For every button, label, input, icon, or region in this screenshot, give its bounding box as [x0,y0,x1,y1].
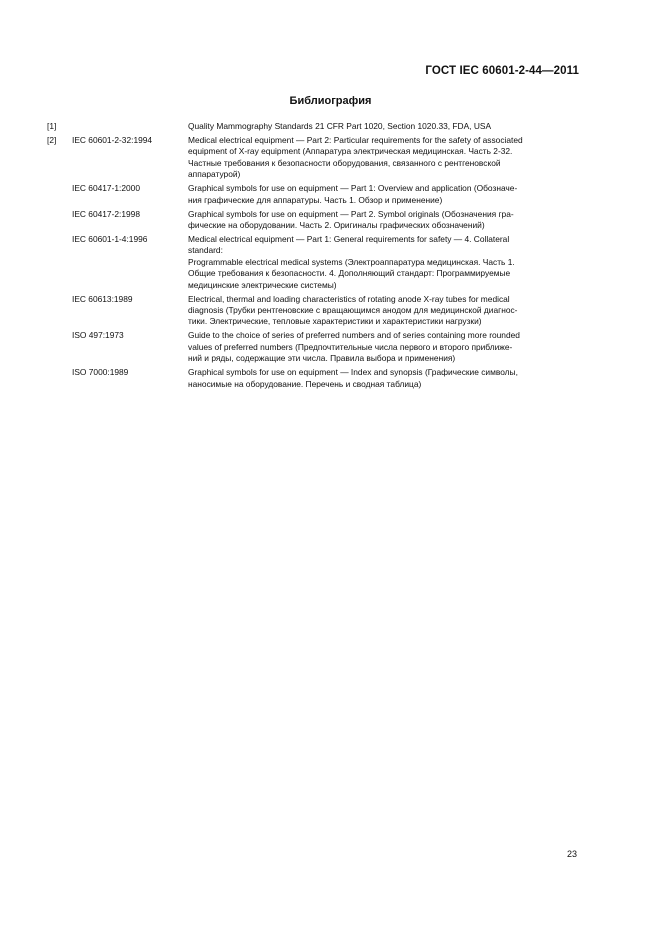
description-line: медицинские электрические системы) [188,279,337,290]
description-line: Medical electrical equipment — Part 1: General requirements for safety — 4. Collateral [188,234,510,245]
description-line: Medical electrical equipment — Part 2: Particular requirements for the safety of associated [188,135,523,145]
description-line: ний и ряды, содержащие эти числа. Правила выбора и применения) [188,353,456,364]
page-title: Библиография [289,95,372,107]
entry-description [188,209,585,232]
entry-description [188,330,585,364]
bibliography-entry [47,121,587,132]
bibliography-entry [47,294,587,328]
standard-code: IEC 60417-2:1998 [72,208,140,219]
bibliography-entry [47,183,587,206]
description-line: наносимые на оборудование. Перечень и сводная таблица) [188,378,422,389]
bibliography-entry [47,209,587,232]
description-line: Частные требования к безопасности оборудования, связанного с рентгеновской [188,157,501,168]
entry-number: [2] [47,135,57,145]
description-line: Programmable electrical medical systems (Электроаппаратура медицинская. Часть 1. [188,256,515,267]
standard-code: ISO 7000:1989 [72,367,129,378]
standard-code: ISO 497:1973 [72,330,124,341]
standard-code: IEC 60417-1:2000 [72,183,140,194]
bibliography-entry [47,234,587,291]
bibliography-entry [47,135,587,181]
entry-description [188,135,585,181]
description-line: Quality Mammography Standards 21 CFR Part 1020, Section 1020.33, FDA, USA [188,121,492,131]
description-line: тики. Электрические, тепловые характеристики и характеристики нагрузки) [188,316,482,327]
bibliography-list [47,121,587,393]
description-line: Общие требования к безопасности. 4. Дополняющий стандарт: Программируемые [188,268,511,279]
entry-description [188,234,585,291]
standard-code: IEC 60601-2-32:1994 [72,135,153,145]
standard-code: IEC 60613:1989 [72,293,133,304]
page-number: 23 [566,849,577,859]
description-line: аппаратурой) [188,169,241,180]
description-line: Graphical symbols for use on equipment — Part 1: Overview and application (Обозначе- [188,183,518,194]
entry-number: [1] [47,121,57,131]
entry-description [188,367,585,390]
description-line: фические на оборудовании. Часть 2. Оригиналы графических обозначений) [188,220,485,231]
description-line: Guide to the choice of series of preferred numbers and of series containing more rounded [188,330,520,341]
description-line: standard: [188,245,223,256]
description-line: Electrical, thermal and loading characteristics of rotating anode X-ray tubes for medical [188,293,510,304]
bibliography-entry [47,330,587,364]
description-line: equipment of X-ray equipment (Аппаратура электрическая медицинская. Часть 2-32. [188,146,513,157]
standard-code: IEC 60601-1-4:1996 [72,234,148,245]
entry-description [188,121,585,132]
description-line: values of preferred numbers (Предпочтительные числа первого и второго приближе- [188,341,513,352]
description-line: Graphical symbols for use on equipment — Part 2. Symbol originals (Обозначения гра- [188,208,514,219]
description-line: diagnosis (Трубки рентгеновские с вращающимся анодом для медицинской диагнос- [188,305,518,316]
standard-code-header: ГОСТ IEC 60601-2-44—2011 [425,65,579,77]
description-line: Graphical symbols for use on equipment — Index and synopsis (Графические символы, [188,367,518,378]
entry-description [188,294,585,328]
entry-description [188,183,585,206]
description-line: ния графические для аппаратуры. Часть 1. Обзор и применение) [188,194,443,205]
bibliography-entry [47,367,587,390]
